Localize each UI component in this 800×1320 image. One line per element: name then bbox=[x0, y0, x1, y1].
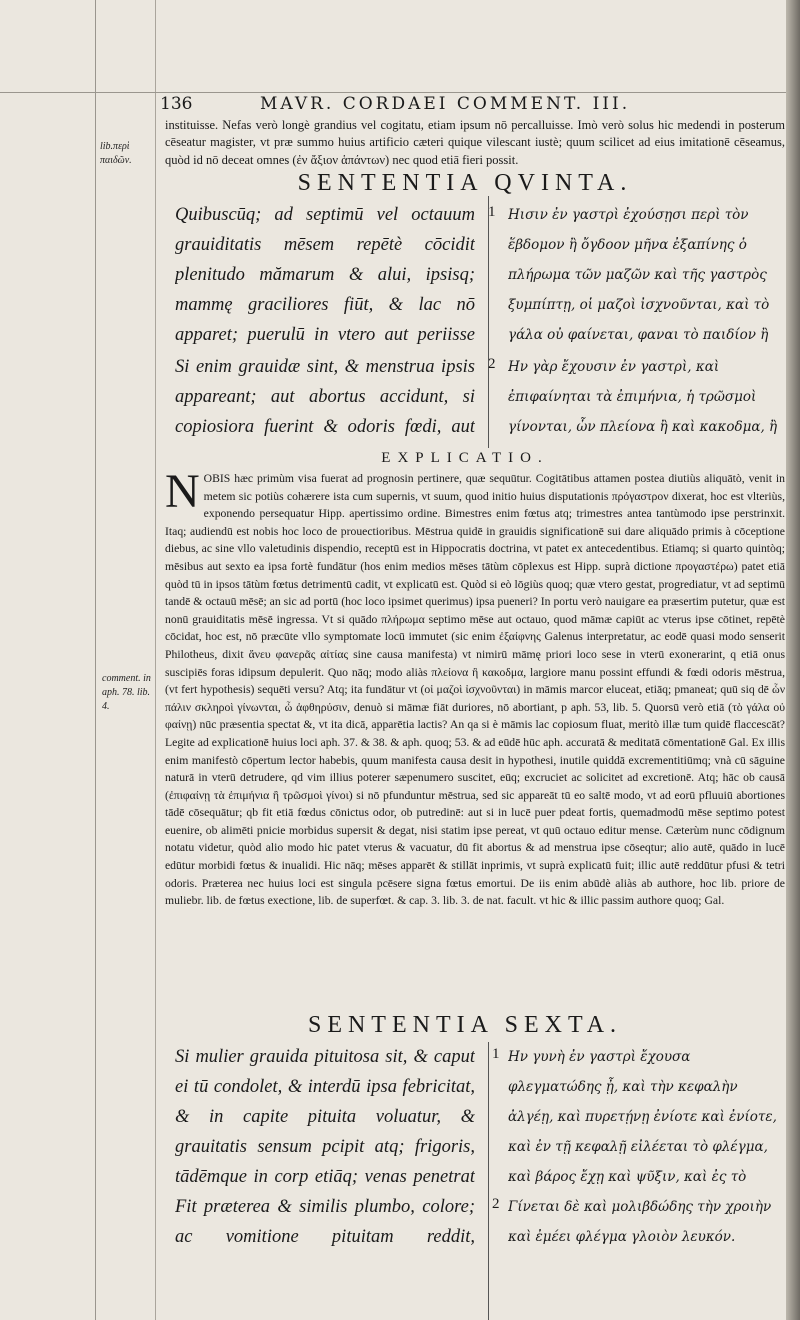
explicatio-heading: EXPLICATIO. bbox=[381, 450, 549, 466]
sexta-greek-2: Γίνεται δὲ καὶ μολιβδώδης τὴν χροιὴν καὶ ἐμέει φλέγμα γλοιὸν λευκόν. bbox=[508, 1199, 772, 1245]
quinta-number-1: 1 bbox=[488, 204, 496, 220]
column-divider-quinta bbox=[488, 196, 489, 448]
page-number: 136 bbox=[160, 94, 193, 114]
header-rule bbox=[0, 92, 792, 93]
quinta-greek-2: Ην γὰρ ἔχουσιν ἐν γαστρὶ, καὶ ἐπιφαίνηται τὰ ἐπιμήνια, ἡ τρῶσμοὶ γίνονται, ὧν πλείονα ἢ καὶ κακοδμα, ἢ bbox=[508, 359, 778, 435]
page-edge-shadow bbox=[786, 0, 800, 1320]
sexta-greek-1: Ην γυνὴ ἐν γαστρὶ ἔχουσα φλεγματώδης ᾖ, καὶ τὴν κεφαλὴν ἀλγέῃ, καὶ πυρετῄνῃ ἐνίοτε καὶ ἐνίοτε, καὶ ἐν τῇ κεφαλῇ εἰλέεται τὸ φλέγμα, καὶ βάρος ἔχῃ καὶ ψῦξιν, καὶ ἐς τὸ bbox=[508, 1049, 777, 1185]
running-head bbox=[160, 94, 760, 116]
column-divider-sexta bbox=[488, 1042, 489, 1320]
explicatio-text bbox=[165, 470, 785, 1010]
margin-rule-left bbox=[95, 0, 96, 1320]
quinta-latin-2: Si enim grauidæ sint, & menstrua ipsis appareant; aut abortus accidunt, si copiosiora fuerint & odoris fœdi, aut bbox=[175, 357, 475, 437]
sexta-latin-1: Si mulier grauida pituitosa sit, & caput ei tū condolet, & interdū ipsa febricitat, & in capite pituita voluatur, & grauitatis sensum pcipit atq; frigoris, tādēmque in corp etiāq; venas penetrat bbox=[175, 1047, 475, 1187]
sententia-sexta-title: SENTENTIA SEXTA. bbox=[307, 1012, 623, 1038]
drop-cap: N bbox=[165, 470, 200, 518]
sexta-number-2: 2 bbox=[492, 1196, 500, 1212]
sententia-quinta-title: SENTENTIA QVINTA. bbox=[297, 170, 633, 196]
quinta-latin-1: Quibuscūq; ad septimū vel octauum grauiditatis mēsem repētè cōcidit plenitudo mămarum & alui, ipsisq; mammę graciliores fiūt, & lac nō apparet; puerulū in vtero aut periisse bbox=[175, 205, 475, 345]
sexta-number-1: 1 bbox=[492, 1046, 500, 1062]
margin-note-comment: comment. in aph. 78. lib. 4. bbox=[102, 673, 151, 712]
quinta-number-2: 2 bbox=[488, 356, 496, 372]
margin-note-top: lib.περὶ παιδῶν. bbox=[100, 141, 132, 166]
sexta-latin-2: Fit præterea & similis plumbo, colore; ac vomitione pituitam reddit, bbox=[175, 1197, 475, 1247]
explicatio-body: OBIS hæc primùm visa fuerat ad prognosin pertinere, quæ sequūtur. Cogitātibus attamen postea diutiùs aliquātò, venit in metem sic potiùs cohærere ista cum supernis, vt suum, quod initio huius disputationis πρόγαστρον dixerat, hoc est vlteriùs, exponendo persequatur Hipp. apertissimo ordine. Bimestres enim fœtus atq; trimestres antea tantùmodo ipse perstrinxit. Itaq; audiendū est nobis hoc loco de prouectioribus. Mēstrua quidē in grauidis significationē sui dare aliquādo primis à cōceptione diebus, ac sine vllo valetudinis dispendio, receptū est in Hippocratis doctrina, vt patet ex antecedentibus. Etiamq; si quarto quintòq; mēsibus aut sexto ea ipsa fortè fundātur (hos enim medios mēses tātùm cōplexus est Hipp. suprà dictione προγαστέρω) patet etiā quòd tū in ipsos tātùm fœtus detrimentū cadit, vt explicatū est. Quòd si eò lōgiùs quoq; quæ vtero gestat, progrediatur, vt ad septimū tandē & octauū mēsē; an sic ad portū (hoc loco ipsimet querimus) ipsa pueneri? In portu verò nauigare ea præsertim putetur, quæ est nonū grauiditatis mēsē ingressa. Vt si quādo πλήρωμα septimo mēse aut octauo, quod māmæ capiūt ac vterus ipse cōtinet, repētè cōcidat, hoc est, nō præcūte vllo symptomate locū immutet (sic enim ἐξαίφνης Galenus interpretatur, ac eodē quasi modo senserit Philotheus, dixit ἄνευ φανερᾶς αἰτίας sine causa manifesta) vt nimirū māmę priori loco sese in vterū exonerarint, q etiā onus suscipiēs foras idipsum depulerit. Quo nāq; modo aliàs πλείονα ἢ κακοδμα, largiore manu possint effundi & fœdi odoris mēstrua, (vt fert hypothesis) sequēti versu? Atq; ita fundātur vt (οἱ μαζοὶ ἰσχνοῦνται) in māmis marcor eluceat, etiāq; pmaneat; quū siq dē ὧν πάλιν σκληροὶ γίνωνται, ὦ ἀφθηρύσιν, denuò si māmæ fiāt duriores, nō abortiant, p aph. 53, lib. 5. Quorsū verò etiā (τὸ γάλα οὐ φαίνῃ) nūc præsentia spectat &, vt ita dicā, apparētia lactis? An qa si è māmis lac copiosum fluat, meritò illæ tum quidē flaccescāt? Legite ad explicationē huius loci aph. 37. & 38. & aph. quoq; 53. & ad eūdē hūc aph. accuratā & meditatā cōmentationē Gal. Ex illis enim manifestò cōpertum lector habebis, quum manifesta causa desit in hypothesi, inutile quiddā excrementitiūmq; vnà cū sāguine naturā in vterū detrudere, qd vim illius poterer sæpenumero suscitet, eūq; excruciet ac solicitet ad excretionē. Atq; hāc ob causā (ἐπιφαίνῃ τὰ ἐπιμήνια ἢ τρῶσμοὶ γίνοι) si nō pfunduntur mēstrua, sed sic appareāt tū eo saltē modo, vt ad eorū pfluuiū abortiones tādē cōsequātur; qb fit etiā fœdus cōnictus odor, ob putredinē: aut si in lucē puer pdeat fortis, quemadmodū mēse septimo potest euenire, ob alimēti pnicie morbidus supersit & degat, nisi statim ipse pereat, vt quū octauo editur mense. Cæterùm nunc cōdignum notatu videtur, quòd alio modo hic patet vterus & vacuatur, dū fit abortus & ad menstrua ipse cōseqtur; alio autē, quādo in lucē edūtur morbidi fœtus & inualidi. Hic nāq; mēses apparēt & stillāt inprimis, vt suprà explicatū fuit; illic autē reddūtur pfusi & tetri odoris. Præterea nec huius loci est singula pcēsere signa fœtus emortui. De iis enim abūdè aliàs ab authore, hoc lib. priore de muliebr. lib. de fœtus exectione, lib. de superfœt. & cap. 3. lib. 3. de nat. facult. vt hic & illic passim authore quoq; Gal. bbox=[165, 472, 785, 908]
quinta-greek-1: Ηισιν ἐν γαστρὶ ἐχούσῃσι περὶ τὸν ἕβδομον ἢ ὄγδοον μῆνα ἐξαπίνης ὁ πλήρωμα τῶν μαζῶν καὶ τῆς γαστρὸς ξυμπίπτῃ, οἱ μαζοὶ ἰσχνοῦνται, καὶ τὸ γάλα οὐ φαίνεται, φαναι τὸ παιδίον ἢ bbox=[508, 207, 770, 343]
margin-rule-text bbox=[155, 0, 156, 1320]
intro-paragraph: instituisse. Nefas verò longè grandius vel cogitatu, etiam ipsum nō percalluisse. Imò verò solus hic medendi in posterum cēseatur magister, vt præ summo huius artificio cæteri quique vilescant iustè; quum scilicet ad eius imitationē cēseamus, quòd id nō deceat omnes (ἐν ἄξιον ἁπάντων) nec quod etiā fieri possit. bbox=[165, 118, 785, 167]
running-head-title: MAVR. CORDAEI COMMENT. III. bbox=[260, 94, 631, 114]
